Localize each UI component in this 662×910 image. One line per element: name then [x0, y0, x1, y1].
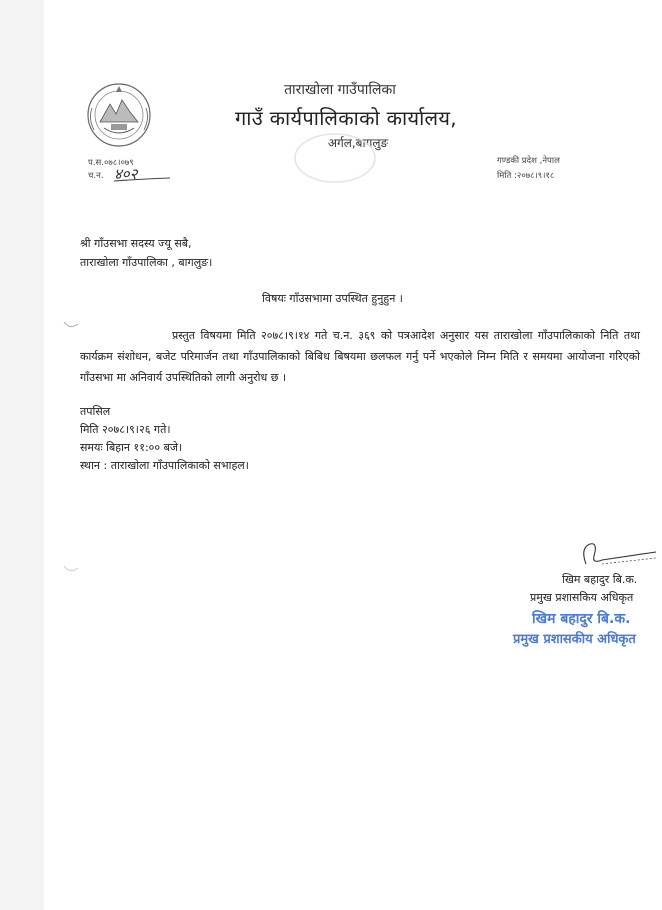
details-place: स्थान : ताराखोला गाँउपालिकाको सभाहल। — [80, 459, 249, 472]
subject-line: विषयः गाँउसभामा उपस्थित हुनुहुन । — [262, 292, 403, 305]
reference-cn-value: ४०२ — [114, 165, 138, 183]
signature-title: प्रमुख प्रशासकिय अधिकृत — [530, 591, 634, 604]
handwritten-signature — [572, 538, 658, 572]
punch-hole-mark — [62, 562, 80, 576]
office-name: गाउँ कार्यपालिकाको कार्यालय, — [235, 106, 457, 130]
letter-date: मिति :२०७८।९।१८ — [497, 171, 555, 181]
office-address: अर्गल,बागलुङ — [327, 136, 389, 150]
faint-stamp-watermark — [290, 128, 380, 188]
stamp-title: प्रमुख प्रशासकीय अधिकृत — [513, 632, 636, 647]
recipient-line-1: श्री गाँउसभा सदस्य ज्यू सबै, — [80, 237, 192, 250]
punch-hole-mark — [62, 318, 80, 332]
details-heading: तपसिल — [80, 405, 111, 418]
province-line: गण्डकी प्रदेश ,नेपाल — [497, 156, 560, 166]
signature-name: खिम बहादुर बि.क. — [562, 573, 638, 586]
reference-ps: प.स.०७८।०७९ — [88, 158, 134, 168]
stamp-name: खिम बहादुर बि.क. — [532, 611, 631, 627]
body-paragraph — [80, 325, 640, 388]
municipality-name: ताराखोला गाउँपालिका — [284, 82, 396, 98]
details-date: मिति २०७८।९।२६ गते। — [80, 423, 171, 436]
details-time: समयः बिहान ११:०० बजे। — [80, 441, 183, 454]
cn-underline — [112, 175, 172, 185]
recipient-line-2: ताराखोला गाँउपालिका , बागलुङ। — [80, 256, 213, 269]
reference-cn-label: च.न. — [88, 171, 104, 181]
body-text: प्रस्तुत विषयमा मिति २०७८।९।१४ गते च.न. ३६९ को पत्रआदेश अनुसार यस ताराखोला गाँउपालिकाको निति तथा कार्यक्रम संशोधन, बजेट परिमार्जन तथा गाँउपालिकाको बिबिध बिषयमा छलफल गर्नु पर्ने भएकोले निम्न मिति र समयमा आयोजना गरिएको गाँउसभा मा अनिवार्य उपस्थितिको लागी अनुरोध छ । — [80, 329, 640, 384]
